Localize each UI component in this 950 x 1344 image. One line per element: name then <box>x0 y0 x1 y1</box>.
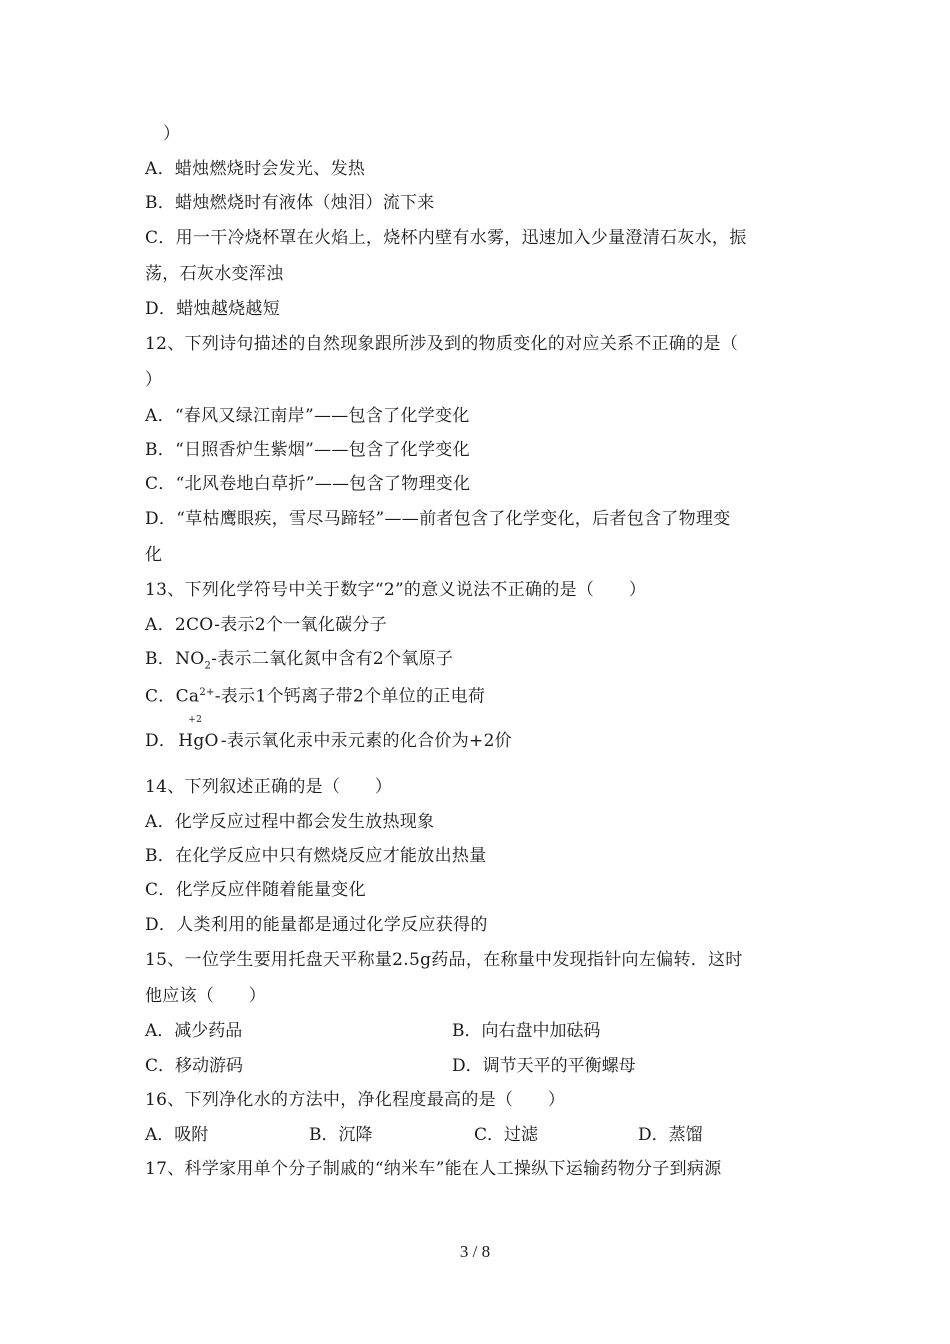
q11-option-a: A．蜡烛燃烧时会发光、发热 <box>145 159 366 179</box>
q14-option-c: C．化学反应伴随着能量变化 <box>145 880 366 900</box>
q11-option-b: B．蜡烛燃烧时有液体（烛泪）流下来 <box>145 193 435 213</box>
q13-option-b-subscript: 2 <box>204 660 212 672</box>
hgo-formula <box>176 715 221 751</box>
q15-stem-line2: 他应该（ ） <box>145 986 267 1006</box>
q15-stem-line1: 15、一位学生要用托盘天平称量2.5g药品，在称量中发现指针向左偏转．这时 <box>145 950 743 970</box>
q13-option-b-pre: B．NO <box>145 649 205 669</box>
q13-option-c-post: -表示1个钙离子带2个单位的正电荷 <box>214 686 486 707</box>
q14-option-d: D．人类利用的能量都是通过化学反应获得的 <box>145 915 488 935</box>
q12-stem-line1: 12、下列诗句描述的自然现象跟所涉及到的物质变化的对应关系不正确的是（ <box>145 334 739 354</box>
q13-option-d <box>145 715 512 751</box>
q16-option-d: D．蒸馏 <box>638 1125 703 1145</box>
q15-option-b: B．向右盘中加砝码 <box>452 1021 601 1041</box>
q13-stem: 13、下列化学符号中关于数字“2”的意义说法不正确的是（ ） <box>145 580 647 600</box>
q12-stem-line2: ） <box>145 370 163 390</box>
q11-option-c-line2: 荡，石灰水变浑浊 <box>145 264 284 284</box>
q13-option-a: A．2CO-表示2个一氧化碳分子 <box>145 615 388 635</box>
q15-option-c: C．移动游码 <box>145 1056 244 1076</box>
page-number: 3 / 8 <box>459 1242 491 1261</box>
q16-option-c: C．过滤 <box>474 1125 539 1145</box>
q11-stem-tail: ） <box>163 124 181 144</box>
q14-option-b: B．在化学反应中只有燃烧反应才能放出热量 <box>145 846 487 866</box>
q14-option-a: A．化学反应过程中都会发生放热现象 <box>145 812 435 832</box>
q16-option-b: B．沉降 <box>309 1125 373 1145</box>
q11-option-c-line1: C．用一干冷烧杯罩在火焰上，烧杯内壁有水雾，迅速加入少量澄清石灰水，振 <box>145 228 747 248</box>
q12-option-d-line1: D．“草枯鹰眼疾，雪尽马蹄轻”——前者包含了化学变化，后者包含了物理变 <box>145 509 731 529</box>
q13-option-b-post: -表示二氧化氮中含有2个氧原子 <box>211 649 454 669</box>
q13-option-d-pre: D． <box>145 731 177 751</box>
q11-option-d: D．蜡烛越烧越短 <box>145 299 281 319</box>
q13-option-c <box>145 683 485 707</box>
q13-option-c-superscript: 2+ <box>199 687 215 698</box>
q12-option-b: B．“日照香炉生紫烟”——包含了化学变化 <box>145 440 470 460</box>
q14-stem: 14、下列叙述正确的是（ ） <box>145 777 393 797</box>
q12-option-d-line2: 化 <box>145 545 163 565</box>
hgo-formula-text: HgO <box>178 731 219 751</box>
q12-option-c: C．“北风卷地白草折”——包含了物理变化 <box>145 474 471 494</box>
q17-stem-line1: 17、科学家用单个分子制戚的“纳米车”能在人工操纵下运输药物分子到病源 <box>145 1159 722 1179</box>
q13-option-c-pre: C．Ca <box>145 686 200 707</box>
q16-stem: 16、下列净化水的方法中，净化程度最高的是（ ） <box>145 1090 566 1110</box>
q15-option-a: A．减少药品 <box>145 1021 243 1041</box>
q13-option-b <box>145 649 453 676</box>
q16-option-a: A．吸附 <box>145 1125 209 1145</box>
q13-option-d-post: -表示氧化汞中汞元素的化合价为+2价 <box>220 731 512 751</box>
hg-valence-mark: +2 <box>188 715 203 725</box>
q12-option-a: A．“春风又绿江南岸”——包含了化学变化 <box>145 406 470 426</box>
q15-option-d: D．调节天平的平衡螺母 <box>452 1056 636 1076</box>
